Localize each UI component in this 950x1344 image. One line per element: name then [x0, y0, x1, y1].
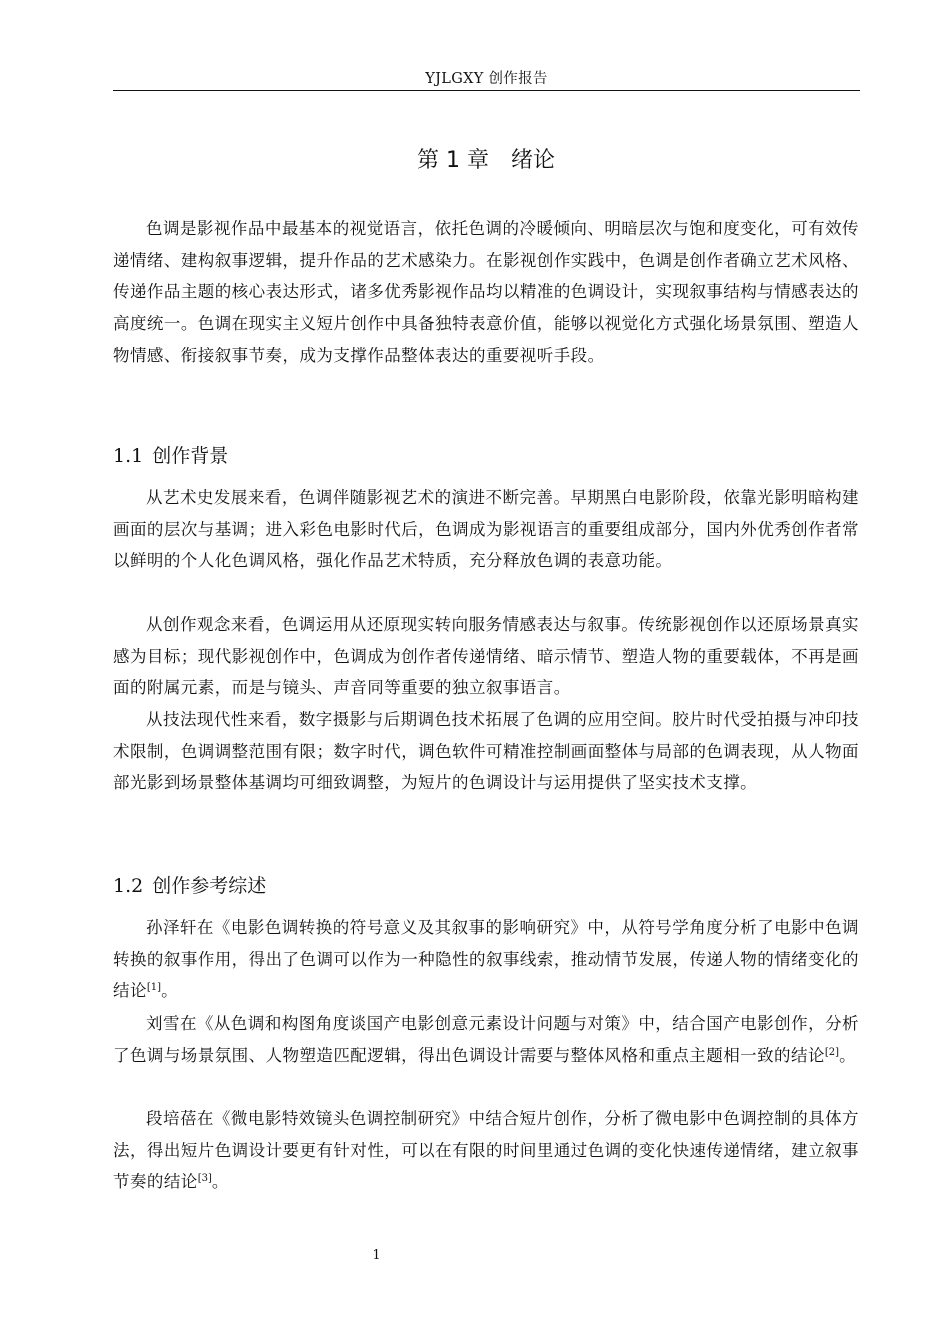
section-1-1-paragraph-1: 从艺术史发展来看，色调伴随影视艺术的演进不断完善。早期黑白电影阶段，依靠光影明暗构建画面的层次与基调；进入彩色电影时代后，色调成为影视语言的重要组成部分，国内外优秀创作者常以鲜明的个人化色调风格，强化作品艺术特质，充分释放色调的表意功能。: [113, 488, 859, 571]
section-1-2-paragraph-2: [113, 1008, 859, 1071]
section-title: 创作背景: [152, 445, 229, 467]
section-heading-1-1: [113, 442, 228, 470]
section-1-1-paragraph-2: 从创作观念来看，色调运用从还原现实转向服务情感表达与叙事。传统影视创作以还原场景真实感为目标；现代影视创作中，色调成为创作者传递情绪、暗示情节、塑造人物的重要载体，不再是画面的附属元素，而是与镜头、声音同等重要的独立叙事语言。: [113, 615, 859, 698]
section-1-2-paragraph-3: [113, 1103, 859, 1198]
section-number: 1.1: [113, 445, 144, 467]
chapter-title: 绪论: [510, 148, 555, 173]
citation-2[interactable]: [2]: [824, 1046, 840, 1058]
citation-1[interactable]: [1]: [146, 982, 162, 994]
paragraph-end: 。: [161, 981, 179, 1001]
section-number: 1.2: [113, 875, 144, 897]
paragraph-end: 。: [839, 1045, 857, 1065]
section-title: 创作参考综述: [152, 875, 267, 897]
paragraph-text: 刘雪在《从色调和构图角度谈国产电影创意元素设计问题与对策》中，结合国产电影创作，分析了色调与场景氛围、人物塑造匹配逻辑，得出色调设计需要与整体风格和重点主题相一致的结论: [113, 1014, 859, 1065]
page-number: 1: [372, 1248, 381, 1263]
chapter-number: 第 1 章: [417, 148, 489, 173]
running-header: YJLGXY 创作报告: [425, 71, 548, 87]
chapter-heading: [113, 146, 859, 176]
section-1-2-paragraph-1: [113, 912, 859, 1007]
paragraph-end: 。: [211, 1172, 229, 1192]
citation-3[interactable]: [3]: [197, 1173, 212, 1185]
section-1-1-paragraph-3: 从技法现代性来看，数字摄影与后期调色技术拓展了色调的应用空间。胶片时代受拍摄与冲印技术限制，色调调整范围有限；数字时代，调色软件可精准控制画面整体与局部的色调表现，从人物面部光影到场景整体基调均可细致调整，为短片的色调设计与运用提供了坚实技术支撑。: [113, 710, 859, 793]
section-heading-1-2: [113, 872, 266, 900]
paragraph-text: 孙泽轩在《电影色调转换的符号意义及其叙事的影响研究》中，从符号学角度分析了电影中色调转换的叙事作用，得出了色调可以作为一种隐性的叙事线索，推动情节发展，传递人物的情绪变化的结论: [113, 918, 859, 1001]
paragraph-text: 段培蓓在《微电影特效镜头色调控制研究》中结合短片创作，分析了微电影中色调控制的具体方法，得出短片色调设计要更有针对性，可以在有限的时间里通过色调的变化快速传递情绪，建立叙事节奏的结论: [113, 1109, 859, 1192]
chapter-intro-paragraph: 色调是影视作品中最基本的视觉语言，依托色调的冷暖倾向、明暗层次与饱和度变化，可有效传递情绪、建构叙事逻辑，提升作品的艺术感染力。在影视创作实践中，色调是创作者确立艺术风格、传递作品主题的核心表达形式，诸多优秀影视作品均以精准的色调设计，实现叙事结构与情感表达的高度统一。色调在现实主义短片创作中具备独特表意价值，能够以视觉化方式强化场景氛围、塑造人物情感、衔接叙事节奏，成为支撑作品整体表达的重要视听手段。: [113, 219, 859, 365]
header-rule: [113, 90, 860, 91]
